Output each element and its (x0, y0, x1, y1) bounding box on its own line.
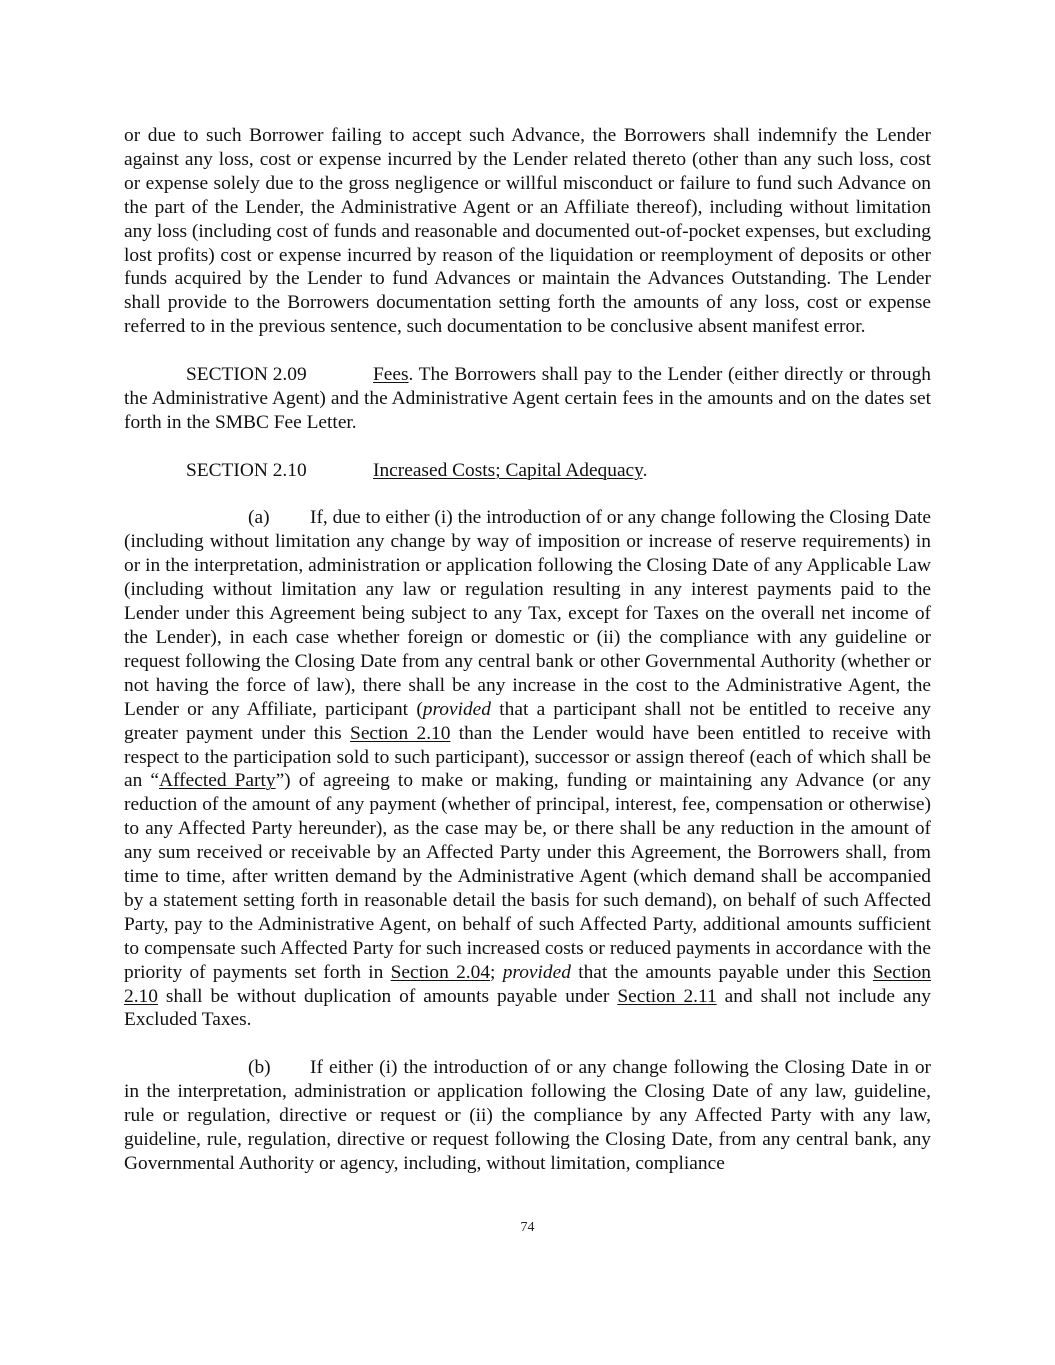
section-2-11-reference[interactable]: Section 2.11 (617, 985, 717, 1007)
provided-term: provided (502, 961, 571, 983)
section-2-09-title-punct: . (408, 364, 414, 386)
paragraph-a-label: (a) (248, 507, 270, 529)
provided-term: provided (422, 698, 491, 720)
section-2-10-paragraph-a (124, 506, 931, 1032)
paragraph-b-label: (b) (248, 1057, 271, 1079)
section-2-10-number: SECTION 2.10 (186, 459, 307, 481)
paragraph-a-text: and shall not include any Excluded Taxes. (124, 985, 931, 1031)
paragraph-a-text: than the Lender would have been entitled to receive with respect to the participation sold to such participant), successor or assign thereof (each of which shall be an “ (124, 722, 931, 792)
paragraph-a-text: ”) of agreeing to make or making, funding or maintaining any Advance (or any reduction of the amount of any payment (whether of principal, interest, fee, compensation or otherwise) to any Affected Party hereunder), as the case may be, or there shall be any reduction in the amount of any sum received or receivable by an Affected Party under this Agreement, the Borrowers shall, from time to time, after written demand by the Administrative Agent (which demand shall be accompanied by a statement setting forth in reasonable detail the basis for such demand), on behalf of such Affected Party, pay to the Administrative Agent, on behalf of such Affected Party, additional amounts sufficient to compensate such Affected Party for such increased costs or reduced payments in accordance with the priority of payments set forth in (124, 770, 931, 983)
section-2-09-number: SECTION 2.09 (186, 364, 307, 386)
paragraph-a-text: shall be without duplication of amounts payable under (157, 985, 618, 1007)
paragraph-spacer (124, 483, 931, 507)
section-2-10-title-punct: . (642, 459, 648, 481)
section-2-10-title: Increased Costs; Capital Adequacy (373, 459, 643, 481)
section-2-10-reference[interactable]: Section 2.10 (350, 722, 451, 744)
section-2-10-heading (124, 459, 931, 483)
paragraph-b-text: If either (i) the introduction of or any change following the Closing Date in or in the interpretation, administration or application following the Closing Date of any law, guideline, rule or regulation, directive or request or (ii) the compliance by any Affected Party with any law, guideline, rule, regulation, directive or request following the Closing Date, from any central bank, any Governmental Authority or agency, including, without limitation, compliance (124, 1057, 931, 1174)
paragraph-spacer (124, 339, 931, 363)
section-2-10-paragraph-b (124, 1056, 931, 1176)
section-2-04-reference[interactable]: Section 2.04 (390, 961, 491, 983)
section-2-10-reference[interactable]: Section 2.10 (124, 961, 931, 1007)
intro-paragraph: or due to such Borrower failing to accept such Advance, the Borrowers shall indemnify the Lender against any loss, cost or expense incurred by the Lender related thereto (other than any such loss, cost or expense solely due to the gross negligence or willful misconduct or failure to fund such Advance on the part of the Lender, the Administrative Agent or an Affiliate thereof), including without limitation any loss (including cost of funds and reasonable and documented out-of-pocket expenses, but excluding lost profits) cost or expense incurred by reason of the liquidation or reemployment of deposits or other funds acquired by the Lender to fund Advances or maintain the Advances Outstanding. The Lender shall provide to the Borrowers documentation setting forth the amounts of any loss, cost or expense referred to in the previous sentence, such documentation to be conclusive absent manifest error. (124, 125, 931, 338)
paragraph-spacer (124, 435, 931, 459)
paragraph-spacer (124, 1032, 931, 1056)
document-page (124, 124, 931, 1176)
section-2-09-body: The Borrowers shall pay to the Lender (either directly or through the Administrative Agent) and the Administrative Agent certain fees in the amounts and on the dates set forth in the SMBC Fee Letter. (124, 364, 931, 433)
page-number: 74 (520, 1220, 535, 1235)
affected-party-term: Affected Party (159, 770, 276, 792)
section-2-09-paragraph (124, 363, 931, 435)
section-2-09-title: Fees (373, 364, 409, 386)
paragraph-a-text: that the amounts payable under this (570, 961, 873, 983)
paragraph-a-text: that a participant shall not be entitled to receive any greater payment under this (124, 698, 931, 744)
paragraph-a-text: If, due to either (i) the introduction of or any change following the Closing Date (including without limitation any change by way of imposition or increase of reserve requirements) in or in the interpretation, administration or application following the Closing Date of any Applicable Law (including without limitation any law or regulation resulting in any interest payments paid to the Lender under this Agreement being subject to any Tax, except for Taxes on the overall net income of the Lender), in each case whether foreign or domestic or (ii) the compliance with any guideline or request following the Closing Date from any central bank or other Governmental Authority (whether or not having the force of law), there shall be any increase in the cost to the Administrative Agent, the Lender or any Affiliate, participant ( (124, 507, 931, 720)
paragraph-a-text: ; (490, 961, 503, 983)
